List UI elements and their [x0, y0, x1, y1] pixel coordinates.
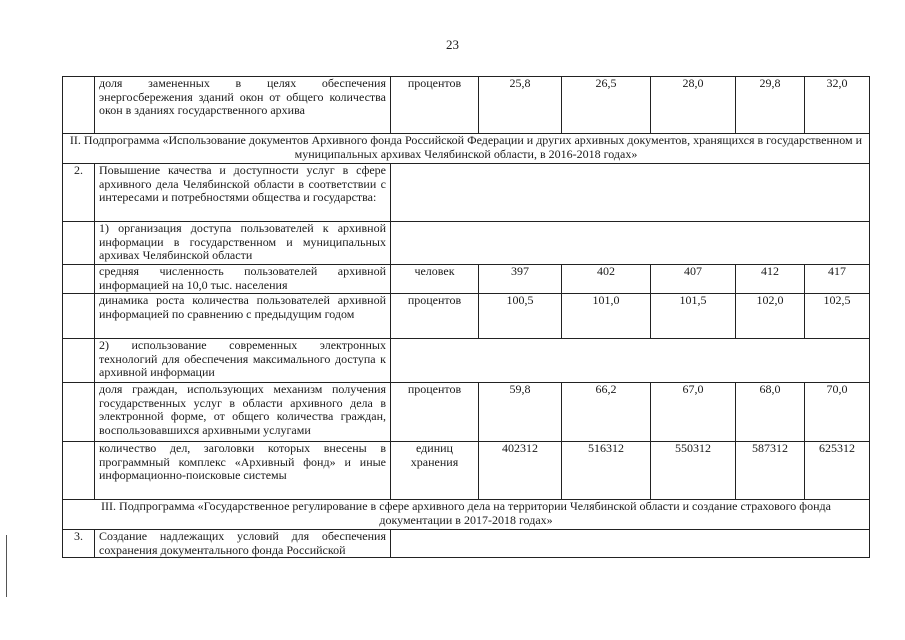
- row-number-cell: [63, 77, 95, 134]
- value-cell: 32,0: [805, 77, 870, 134]
- empty-merged-cell: [391, 222, 870, 265]
- value-cell: 102,5: [805, 294, 870, 339]
- value-cell: 59,8: [479, 383, 562, 442]
- indicator-description: динамика роста количества пользователей архивной информацией по сравнению с предыдущим годом: [95, 294, 391, 339]
- value-cell: 101,5: [651, 294, 736, 339]
- row-number-cell: [63, 339, 95, 383]
- value-cell: 516312: [562, 442, 651, 500]
- table-row: [63, 294, 870, 339]
- indicators-table: [62, 76, 870, 558]
- table-row: [63, 77, 870, 134]
- value-cell: 70,0: [805, 383, 870, 442]
- subprogram-title: II. Подпрограмма «Использование документов Архивного фонда Российской Федерации и других архивных документов, хранящихся в государственном и муниципальных архивах Челябинской области, в 2016-2018 годах»: [63, 134, 870, 164]
- row-number-cell: 2.: [63, 164, 95, 222]
- unit-cell: человек: [391, 265, 479, 294]
- table-row: [63, 442, 870, 500]
- value-cell: 26,5: [562, 77, 651, 134]
- value-cell: 402312: [479, 442, 562, 500]
- row-number-cell: [63, 265, 95, 294]
- value-cell: 29,8: [736, 77, 805, 134]
- unit-cell: процентов: [391, 294, 479, 339]
- row-number-cell: [63, 294, 95, 339]
- table-row: [63, 265, 870, 294]
- scan-edge-mark: [6, 535, 7, 597]
- empty-merged-cell: [391, 530, 870, 558]
- value-cell: 28,0: [651, 77, 736, 134]
- unit-cell: процентов: [391, 77, 479, 134]
- subprogram-title: III. Подпрограмма «Государственное регулирование в сфере архивного дела на территории Челябинской области и создание страхового фонда документации в 2017-2018 годах»: [63, 500, 870, 530]
- table-row: [63, 164, 870, 222]
- value-cell: 25,8: [479, 77, 562, 134]
- value-cell: 68,0: [736, 383, 805, 442]
- unit-cell: процентов: [391, 383, 479, 442]
- row-number-cell: [63, 383, 95, 442]
- value-cell: 587312: [736, 442, 805, 500]
- value-cell: 625312: [805, 442, 870, 500]
- empty-merged-cell: [391, 164, 870, 222]
- subprogram-header-row: [63, 500, 870, 530]
- value-cell: 550312: [651, 442, 736, 500]
- value-cell: 412: [736, 265, 805, 294]
- unit-cell: единиц хранения: [391, 442, 479, 500]
- value-cell: 100,5: [479, 294, 562, 339]
- value-cell: 101,0: [562, 294, 651, 339]
- indicator-description: доля замененных в целях обеспечения энергосбережения зданий окон от общего количества окон в зданиях государственного архива: [95, 77, 391, 134]
- subprogram-header-row: [63, 134, 870, 164]
- table-row: [63, 222, 870, 265]
- indicator-description: количество дел, заголовки которых внесены в программный комплекс «Архивный фонд» и иные информационно-поисковые системы: [95, 442, 391, 500]
- page-number: 23: [446, 37, 459, 52]
- indicator-description: Создание надлежащих условий для обеспечения сохранения документального фонда Российской: [95, 530, 391, 558]
- value-cell: 397: [479, 265, 562, 294]
- row-number-cell: 3.: [63, 530, 95, 558]
- indicator-description: доля граждан, использующих механизм получения государственных услуг в области архивного дела в электронной форме, от общего количества граждан, воспользовавшихся архивными услугами: [95, 383, 391, 442]
- table-row: [63, 383, 870, 442]
- indicator-description: средняя численность пользователей архивной информацией на 10,0 тыс. населения: [95, 265, 391, 294]
- value-cell: 66,2: [562, 383, 651, 442]
- value-cell: 417: [805, 265, 870, 294]
- row-number-cell: [63, 222, 95, 265]
- indicator-description: 2) использование современных электронных технологий для обеспечения максимального доступа к архивной информации: [95, 339, 391, 383]
- table-row: [63, 339, 870, 383]
- row-number-cell: [63, 442, 95, 500]
- value-cell: 67,0: [651, 383, 736, 442]
- indicator-description: Повышение качества и доступности услуг в сфере архивного дела Челябинской области в соответствии с интересами и потребностями общества и государства:: [95, 164, 391, 222]
- table-row: [63, 530, 870, 558]
- value-cell: 102,0: [736, 294, 805, 339]
- value-cell: 402: [562, 265, 651, 294]
- indicator-description: 1) организация доступа пользователей к архивной информации в государственном и муниципальных архивах Челябинской области: [95, 222, 391, 265]
- empty-merged-cell: [391, 339, 870, 383]
- value-cell: 407: [651, 265, 736, 294]
